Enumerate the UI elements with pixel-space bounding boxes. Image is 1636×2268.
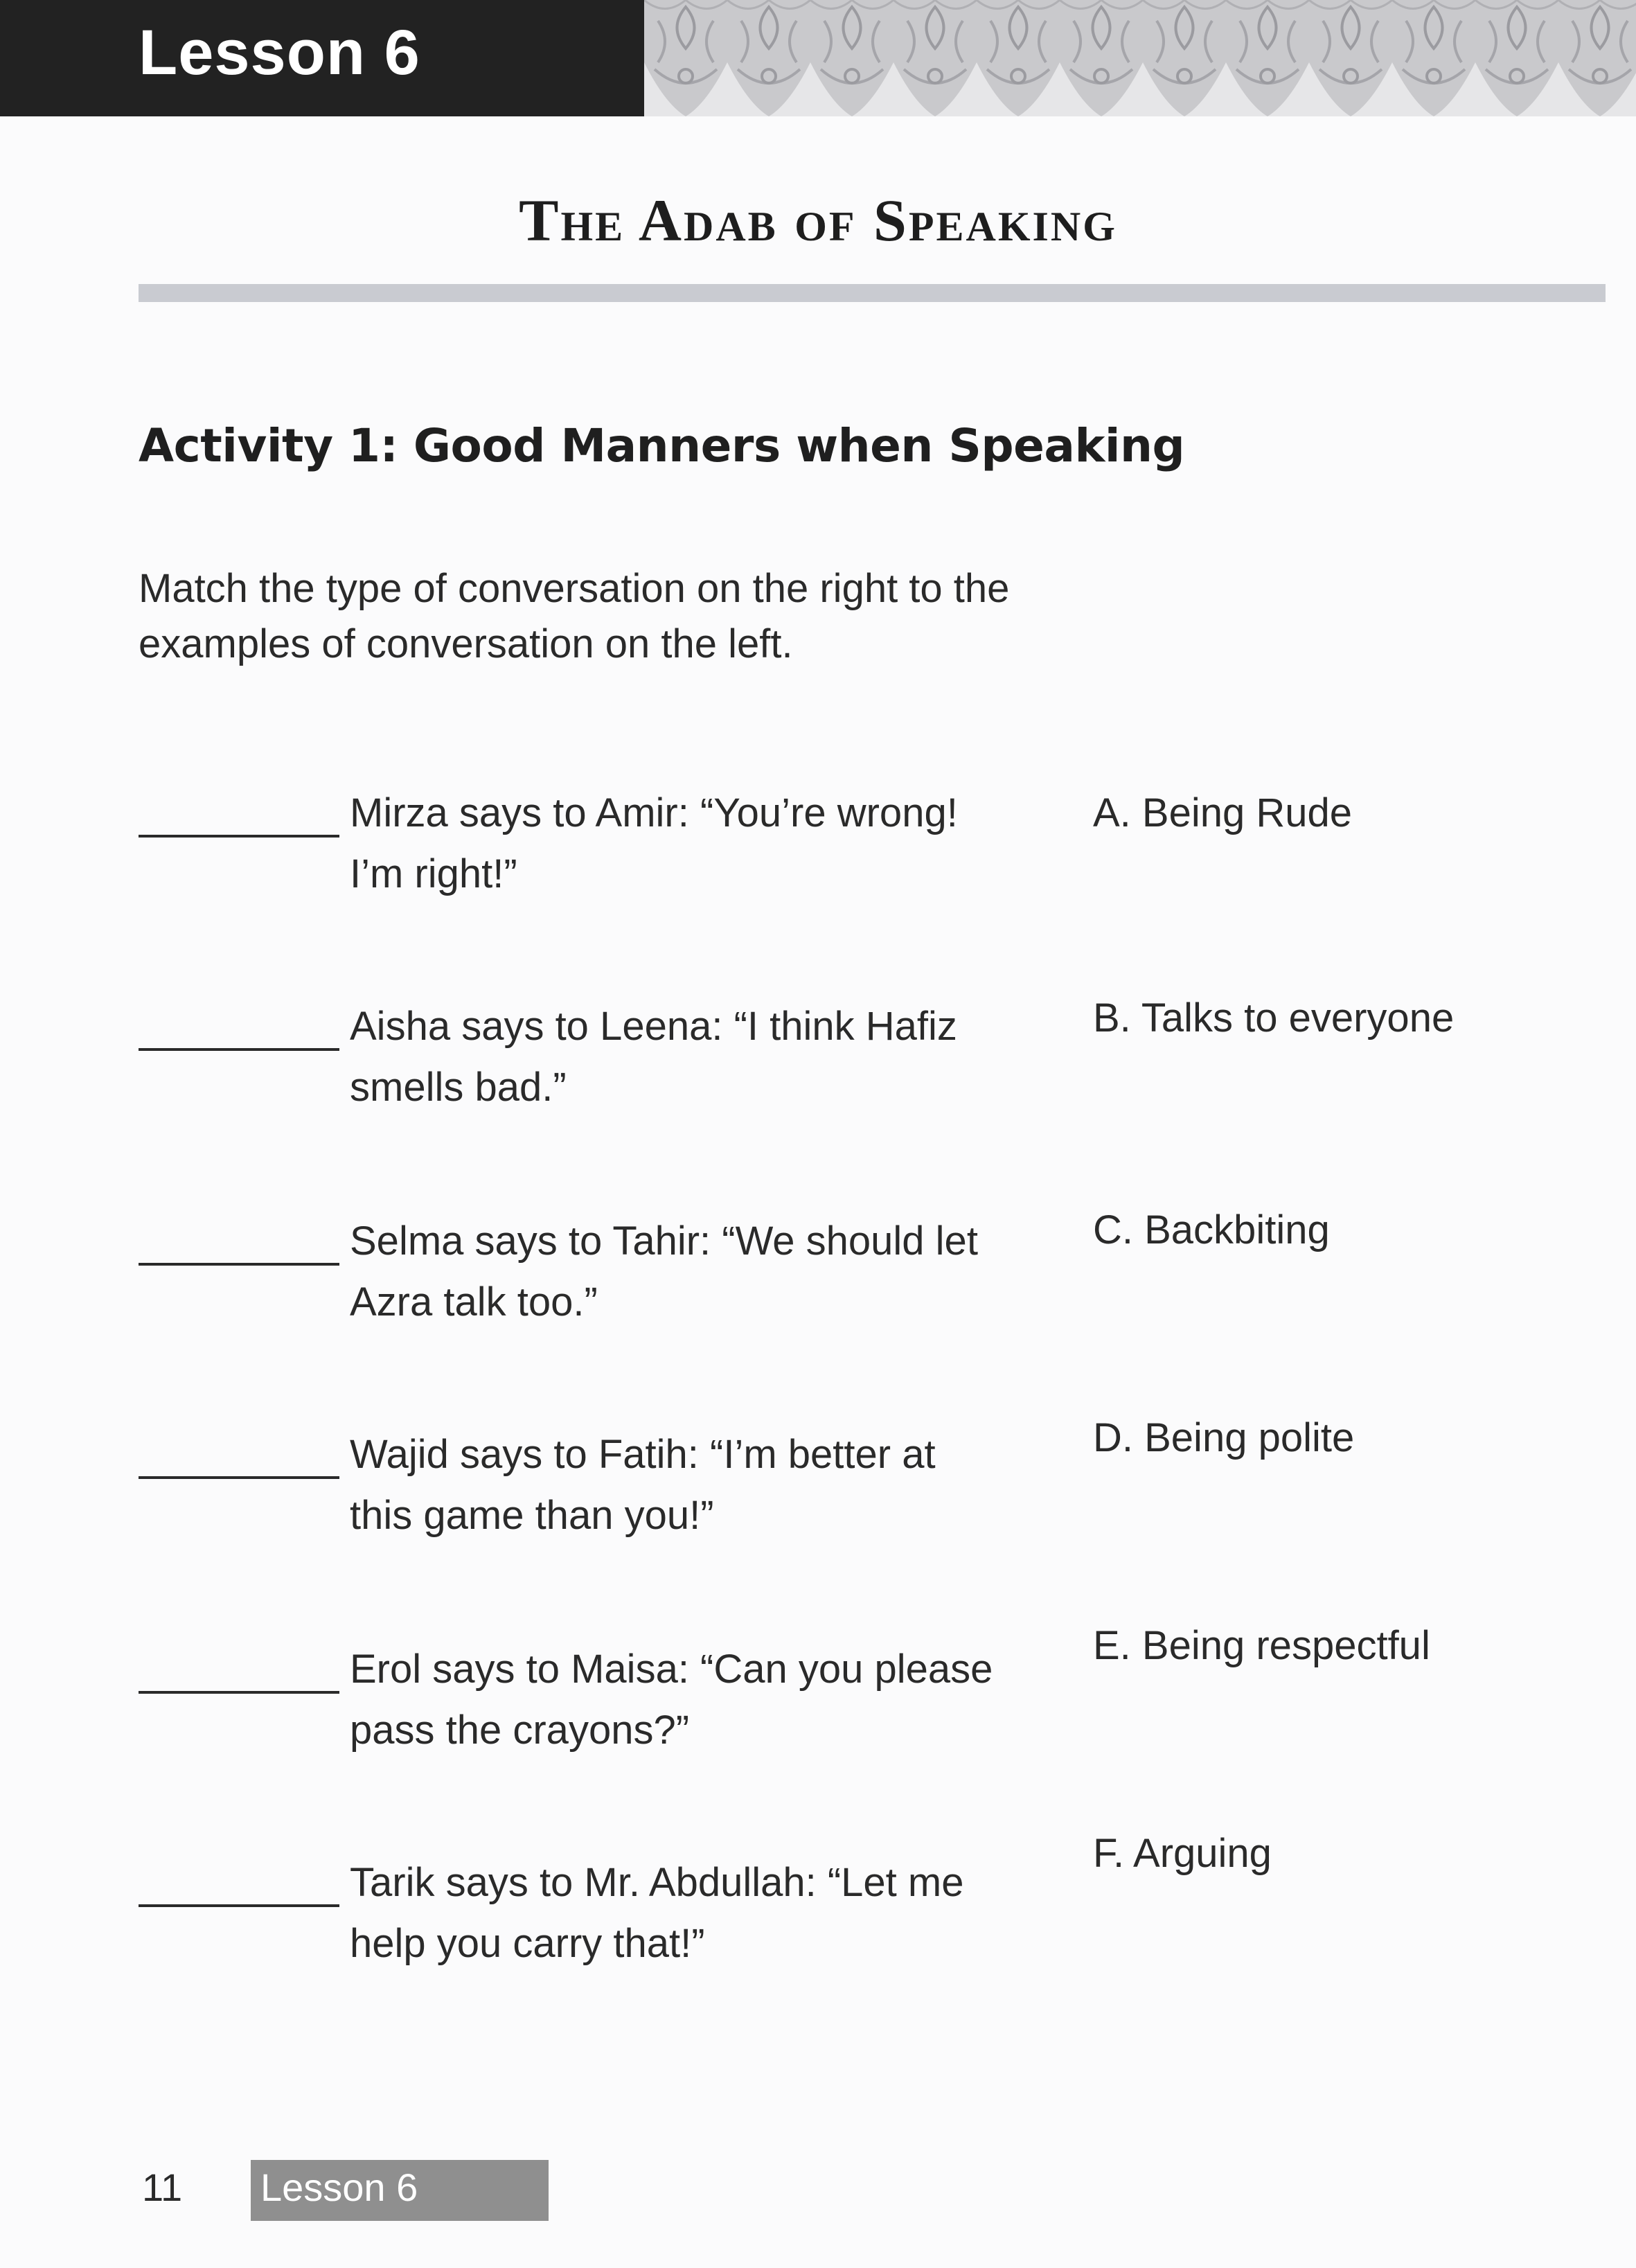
page-number: 11 [142, 2165, 183, 2209]
instructions-line: Match the type of conversation on the right to the [139, 566, 1010, 611]
option-c: C. Backbiting [1093, 1207, 1330, 1252]
answer-blank[interactable] [139, 1048, 339, 1051]
example-line: help you carry that!” [350, 1921, 705, 1966]
footer-lesson-label: Lesson 6 [260, 2165, 418, 2209]
option-f: F. Arguing [1093, 1831, 1272, 1876]
option-d: D. Being polite [1093, 1415, 1355, 1460]
footer-lesson-tab [251, 2160, 549, 2221]
conversation-example [350, 996, 1077, 1118]
lesson-tab [0, 0, 644, 116]
answer-blank[interactable] [139, 1904, 339, 1907]
page-header [0, 0, 1636, 116]
matching-row [0, 783, 1636, 935]
answer-blank[interactable] [139, 835, 339, 838]
example-line: smells bad.” [350, 1065, 567, 1110]
example-line: Selma says to Tahir: “We should let [350, 1219, 978, 1264]
answer-blank[interactable] [139, 1476, 339, 1479]
answer-blank[interactable] [139, 1263, 339, 1266]
example-line: Wajid says to Fatih: “I’m better at [350, 1432, 936, 1477]
matching-row [0, 1623, 1636, 1791]
matching-row [0, 1415, 1636, 1577]
conversation-example [350, 1639, 1077, 1761]
matching-row [0, 1207, 1636, 1363]
instructions-line: examples of conversation on the left. [139, 621, 793, 666]
activity-instructions [139, 561, 1177, 672]
example-line: pass the crayons?” [350, 1708, 690, 1753]
option-b: B. Talks to everyone [1093, 995, 1455, 1040]
option-a: A. Being Rude [1093, 790, 1353, 835]
option-e: E. Being respectful [1093, 1623, 1430, 1668]
example-line: I’m right!” [350, 851, 517, 896]
lesson-label: Lesson 6 [139, 17, 420, 88]
example-line: Azra talk too.” [350, 1279, 598, 1325]
conversation-example [350, 1424, 1077, 1546]
matching-row [0, 1831, 1636, 2005]
example-line: Tarik says to Mr. Abdullah: “Let me [350, 1860, 964, 1905]
conversation-example [350, 1852, 1077, 1974]
example-line: this game than you!” [350, 1493, 714, 1538]
conversation-example [350, 783, 1077, 905]
activity-heading: Activity 1: Good Manners when Speaking [139, 419, 1185, 472]
example-line: Aisha says to Leena: “I think Hafiz [350, 1004, 957, 1049]
answer-blank[interactable] [139, 1691, 339, 1694]
arabesque-border-ornament [644, 0, 1636, 116]
page-title: The Adab of Speaking [519, 187, 1117, 254]
example-line: Erol says to Maisa: “Can you please [350, 1647, 993, 1692]
example-line: Mirza says to Amir: “You’re wrong! [350, 790, 958, 835]
conversation-example [350, 1211, 1077, 1333]
matching-row [0, 996, 1636, 1149]
title-divider [139, 284, 1606, 302]
